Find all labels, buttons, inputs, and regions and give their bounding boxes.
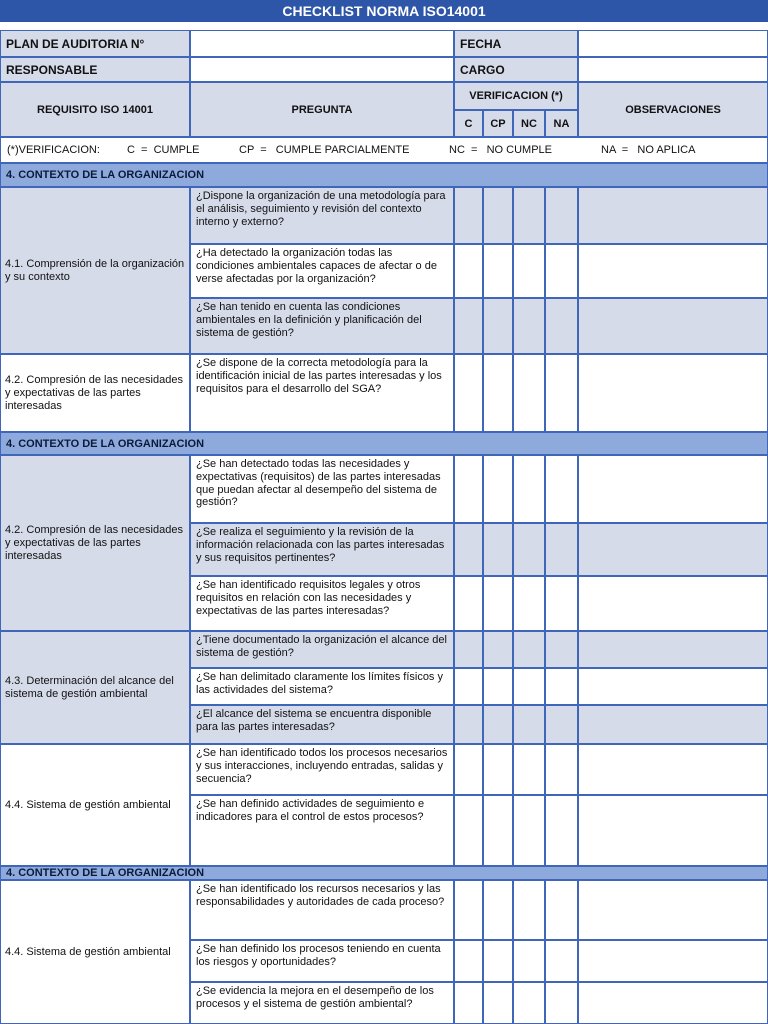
ver-c-header: C — [454, 110, 483, 137]
verification-cp-checkbox[interactable] — [483, 244, 513, 298]
requirement-cell: 4.3. Determinación del alcance del sistema de gestión ambiental — [0, 631, 190, 744]
page-title: CHECKLIST NORMA ISO14001 — [0, 0, 768, 22]
verification-nc-checkbox[interactable] — [513, 705, 545, 744]
requisito-column-header: REQUISITO ISO 14001 — [0, 82, 190, 137]
verificacion-column-header: VERIFICACION (*) — [454, 82, 578, 110]
verification-c-checkbox[interactable] — [454, 354, 483, 432]
verification-na-checkbox[interactable] — [545, 795, 578, 866]
verification-na-checkbox[interactable] — [545, 744, 578, 795]
verificacion-legend — [0, 137, 768, 163]
ver-cp-header: CP — [483, 110, 513, 137]
section-header: 4. CONTEXTO DE LA ORGANIZACION — [0, 866, 768, 880]
verification-c-checkbox[interactable] — [454, 455, 483, 523]
cargo-label: CARGO — [454, 57, 578, 82]
question-cell: ¿Se han identificado los recursos necesarios y las responsabilidades y autoridades de cada proceso? — [190, 880, 454, 940]
verification-c-checkbox[interactable] — [454, 523, 483, 576]
question-cell: ¿Se han delimitado claramente los límites físicos y las actividades del sistema? — [190, 668, 454, 705]
verification-na-checkbox[interactable] — [545, 298, 578, 354]
ver-nc-header: NC — [513, 110, 545, 137]
verification-cp-checkbox[interactable] — [483, 668, 513, 705]
legend-no-cumple: NC = NO CUMPLE — [449, 144, 552, 156]
verification-na-checkbox[interactable] — [545, 982, 578, 1024]
observation-field[interactable] — [578, 576, 768, 631]
responsable-input[interactable] — [190, 57, 454, 82]
observation-field[interactable] — [578, 795, 768, 866]
verification-na-checkbox[interactable] — [545, 880, 578, 940]
verification-nc-checkbox[interactable] — [513, 298, 545, 354]
verification-cp-checkbox[interactable] — [483, 940, 513, 982]
question-cell: ¿Se han identificado requisitos legales y otros requisitos en relación con las necesidades y expectativas de las partes interesadas? — [190, 576, 454, 631]
observation-field[interactable] — [578, 187, 768, 244]
verification-cp-checkbox[interactable] — [483, 298, 513, 354]
legend-cumple: C = CUMPLE — [127, 144, 200, 156]
verification-cp-checkbox[interactable] — [483, 795, 513, 866]
verification-c-checkbox[interactable] — [454, 631, 483, 668]
observation-field[interactable] — [578, 354, 768, 432]
verification-na-checkbox[interactable] — [545, 705, 578, 744]
verification-na-checkbox[interactable] — [545, 523, 578, 576]
question-cell: ¿Tiene documentado la organización el alcance del sistema de gestión? — [190, 631, 454, 668]
verification-nc-checkbox[interactable] — [513, 576, 545, 631]
section-header: 4. CONTEXTO DE LA ORGANIZACION — [0, 432, 768, 455]
verification-c-checkbox[interactable] — [454, 705, 483, 744]
observation-field[interactable] — [578, 940, 768, 982]
verification-na-checkbox[interactable] — [545, 576, 578, 631]
cargo-input[interactable] — [578, 57, 768, 82]
question-cell: ¿Se dispone de la correcta metodología para la identificación inicial de las partes interesadas y los requisitos para el desarrollo del SGA? — [190, 354, 454, 432]
observation-field[interactable] — [578, 705, 768, 744]
verification-c-checkbox[interactable] — [454, 982, 483, 1024]
fecha-input[interactable] — [578, 30, 768, 57]
verification-nc-checkbox[interactable] — [513, 354, 545, 432]
legend-cumple-parcialmente: CP = CUMPLE PARCIALMENTE — [239, 144, 410, 156]
observation-field[interactable] — [578, 668, 768, 705]
verification-c-checkbox[interactable] — [454, 298, 483, 354]
observation-field[interactable] — [578, 982, 768, 1024]
legend-no-aplica: NA = NO APLICA — [601, 144, 696, 156]
verification-nc-checkbox[interactable] — [513, 940, 545, 982]
verification-cp-checkbox[interactable] — [483, 455, 513, 523]
verification-nc-checkbox[interactable] — [513, 668, 545, 705]
observation-field[interactable] — [578, 455, 768, 523]
verification-nc-checkbox[interactable] — [513, 744, 545, 795]
fecha-label: FECHA — [454, 30, 578, 57]
requirement-cell: 4.4. Sistema de gestión ambiental — [0, 880, 190, 1024]
verification-nc-checkbox[interactable] — [513, 880, 545, 940]
verification-na-checkbox[interactable] — [545, 631, 578, 668]
verification-na-checkbox[interactable] — [545, 244, 578, 298]
verification-na-checkbox[interactable] — [545, 940, 578, 982]
verification-nc-checkbox[interactable] — [513, 982, 545, 1024]
verification-nc-checkbox[interactable] — [513, 455, 545, 523]
verification-c-checkbox[interactable] — [454, 576, 483, 631]
question-cell: ¿Se evidencia la mejora en el desempeño de los procesos y el sistema de gestión ambiental? — [190, 982, 454, 1024]
plan-auditoria-label: PLAN DE AUDITORIA N° — [0, 30, 190, 57]
observation-field[interactable] — [578, 631, 768, 668]
verification-cp-checkbox[interactable] — [483, 354, 513, 432]
verification-cp-checkbox[interactable] — [483, 880, 513, 940]
question-cell: ¿Se han definido actividades de seguimiento e indicadores para el control de estos procesos? — [190, 795, 454, 866]
ver-na-header: NA — [545, 110, 578, 137]
verification-cp-checkbox[interactable] — [483, 523, 513, 576]
verification-cp-checkbox[interactable] — [483, 187, 513, 244]
legend-label: (*)VERIFICACION: — [7, 144, 100, 156]
verification-nc-checkbox[interactable] — [513, 244, 545, 298]
requirement-cell: 4.4. Sistema de gestión ambiental — [0, 744, 190, 866]
verification-c-checkbox[interactable] — [454, 940, 483, 982]
verification-c-checkbox[interactable] — [454, 244, 483, 298]
requirement-cell: 4.2. Compresión de las necesidades y expectativas de las partes interesadas — [0, 354, 190, 432]
question-cell: ¿El alcance del sistema se encuentra disponible para las partes interesadas? — [190, 705, 454, 744]
observation-field[interactable] — [578, 880, 768, 940]
verification-nc-checkbox[interactable] — [513, 187, 545, 244]
verification-nc-checkbox[interactable] — [513, 523, 545, 576]
verification-cp-checkbox[interactable] — [483, 631, 513, 668]
verification-c-checkbox[interactable] — [454, 187, 483, 244]
verification-nc-checkbox[interactable] — [513, 795, 545, 866]
responsable-label: RESPONSABLE — [0, 57, 190, 82]
observaciones-column-header: OBSERVACIONES — [578, 82, 768, 137]
question-cell: ¿Ha detectado la organización todas las condiciones ambientales capaces de afectar o de verse afectadas por la organización? — [190, 244, 454, 298]
verification-na-checkbox[interactable] — [545, 354, 578, 432]
observation-field[interactable] — [578, 523, 768, 576]
question-cell: ¿Se han definido los procesos teniendo en cuenta los riesgos y oportunidades? — [190, 940, 454, 982]
verification-c-checkbox[interactable] — [454, 668, 483, 705]
question-cell: ¿Se realiza el seguimiento y la revisión de la información relacionada con las partes interesadas y sus requisitos pertinentes? — [190, 523, 454, 576]
verification-c-checkbox[interactable] — [454, 880, 483, 940]
observation-field[interactable] — [578, 298, 768, 354]
pregunta-column-header: PREGUNTA — [190, 82, 454, 137]
requirement-cell: 4.2. Compresión de las necesidades y expectativas de las partes interesadas — [0, 455, 190, 631]
question-cell: ¿Se han identificado todos los procesos necesarios y sus interacciones, incluyendo entradas, salidas y secuencia? — [190, 744, 454, 795]
plan-auditoria-input[interactable] — [190, 30, 454, 57]
requirement-cell: 4.1. Comprensión de la organización y su contexto — [0, 187, 190, 354]
verification-cp-checkbox[interactable] — [483, 982, 513, 1024]
verification-na-checkbox[interactable] — [545, 455, 578, 523]
verification-na-checkbox[interactable] — [545, 187, 578, 244]
section-header: 4. CONTEXTO DE LA ORGANIZACION — [0, 163, 768, 187]
verification-c-checkbox[interactable] — [454, 744, 483, 795]
verification-cp-checkbox[interactable] — [483, 705, 513, 744]
question-cell: ¿Se han detectado todas las necesidades y expectativas (requisitos) de las partes interesadas que puedan afectar al desempeño del sistema de gestión? — [190, 455, 454, 523]
question-cell: ¿Dispone la organización de una metodología para el análisis, seguimiento y revisión del contexto interno y externo? — [190, 187, 454, 244]
observation-field[interactable] — [578, 744, 768, 795]
verification-c-checkbox[interactable] — [454, 795, 483, 866]
question-cell: ¿Se han tenido en cuenta las condiciones ambientales en la definición y planificación del sistema de gestión? — [190, 298, 454, 354]
verification-nc-checkbox[interactable] — [513, 631, 545, 668]
verification-cp-checkbox[interactable] — [483, 744, 513, 795]
observation-field[interactable] — [578, 244, 768, 298]
verification-cp-checkbox[interactable] — [483, 576, 513, 631]
verification-na-checkbox[interactable] — [545, 668, 578, 705]
